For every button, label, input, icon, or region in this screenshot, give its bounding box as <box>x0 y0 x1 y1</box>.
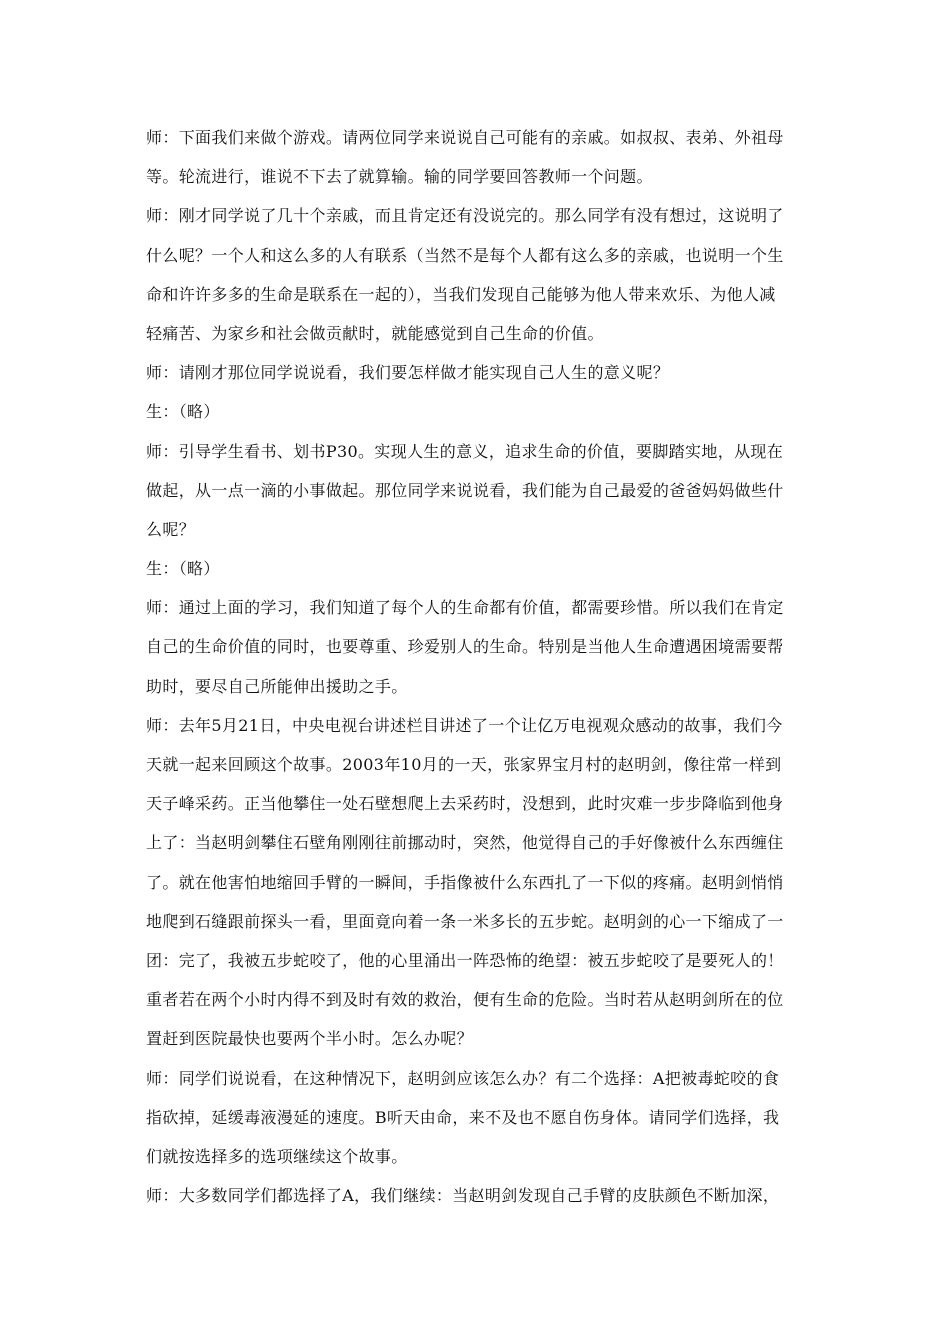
text-line: 助时，要尽自己所能伸出援助之手。 <box>146 676 408 696</box>
text-line: 师：刚才同学说了几十个亲戚，而且肯定还有没说完的。那么同学有没有想过，这说明了 <box>146 206 784 226</box>
document-body <box>146 118 810 1215</box>
text-line: 生：（略） <box>146 402 220 422</box>
text-line: 轻痛苦、为家乡和社会做贡献时，就能感觉到自己生命的价值。 <box>146 323 604 343</box>
text-line: 师：引导学生看书、划书P30。实现人生的意义，追求生命的价值，要脚踏实地，从现在 <box>146 441 784 461</box>
text-line: 师：下面我们来做个游戏。请两位同学来说说自己可能有的亲戚。如叔叔、表弟、外祖母 <box>146 128 784 147</box>
text-line: 团：完了，我被五步蛇咬了，他的心里涌出一阵恐怖的绝望：被五步蛇咬了是要死人的！ <box>146 950 784 970</box>
text-line: 地爬到石缝跟前探头一看，里面竟向着一条一米多长的五步蛇。赵明剑的心一下缩成了一 <box>146 911 784 931</box>
text-line: 天子峰采药。正当他攀住一处石壁想爬上去采药时，没想到，此时灾难一步步降临到他身 <box>146 794 784 814</box>
text-line: 了。就在他害怕地缩回手臂的一瞬间，手指像被什么东西扎了一下似的疼痛。赵明剑悄悄 <box>146 872 784 892</box>
text-line: 置赶到医院最快也要两个半小时。怎么办呢？ <box>146 1029 474 1049</box>
text-line: 们就按选择多的选项继续这个故事。 <box>146 1146 408 1166</box>
text-line: 等。轮流进行，谁说不下去了就算输。输的同学要回答教师一个问题。 <box>146 167 653 187</box>
text-line: 指砍掉，延缓毒液漫延的速度。B听天由命，来不及也不愿自伤身体。请同学们选择，我 <box>146 1107 780 1127</box>
text-line: 师：大多数同学们都选择了A，我们继续：当赵明剑发现自己手臂的皮肤颜色不断加深， <box>146 1186 780 1206</box>
text-line: 上了：当赵明剑攀住石壁角刚刚往前挪动时，突然，他觉得自己的手好像被什么东西缠住 <box>146 833 784 853</box>
text-line: 师：请刚才那位同学说说看，我们要怎样做才能实现自己人生的意义呢？ <box>146 363 670 383</box>
text-line: 师：通过上面的学习，我们知道了每个人的生命都有价值，都需要珍惜。所以我们在肯定 <box>146 598 784 618</box>
text-line: 什么呢？一个人和这么多的人有联系（当然不是每个人都有这么多的亲戚，也说明一个生 <box>146 245 784 265</box>
text-line: 么呢？ <box>146 519 196 539</box>
text-line: 师：去年5月21日，中央电视台讲述栏目讲述了一个让亿万电视观众感动的故事，我们今 <box>146 715 783 735</box>
text-line: 生：（略） <box>146 559 220 579</box>
text-line: 自己的生命价值的同时，也要尊重、珍爱别人的生命。特别是当他人生命遭遇困境需要帮 <box>146 637 784 657</box>
text-line: 做起，从一点一滴的小事做起。那位同学来说说看，我们能为自己最爱的爸爸妈妈做些什 <box>146 480 784 500</box>
text-line: 师：同学们说说看，在这种情况下，赵明剑应该怎么办？有二个选择：A把被毒蛇咬的食 <box>146 1068 780 1088</box>
text-line: 命和许许多多的生命是联系在一起的），当我们发现自己能够为他人带来欢乐、为他人减 <box>146 284 776 304</box>
text-line: 天就一起来回顾这个故事。2003年10月的一天，张家界宝月村的赵明剑，像往常一样到 <box>146 755 782 774</box>
text-line: 重者若在两个小时内得不到及时有效的救治，便有生命的危险。当时若从赵明剑所在的位 <box>146 990 784 1010</box>
